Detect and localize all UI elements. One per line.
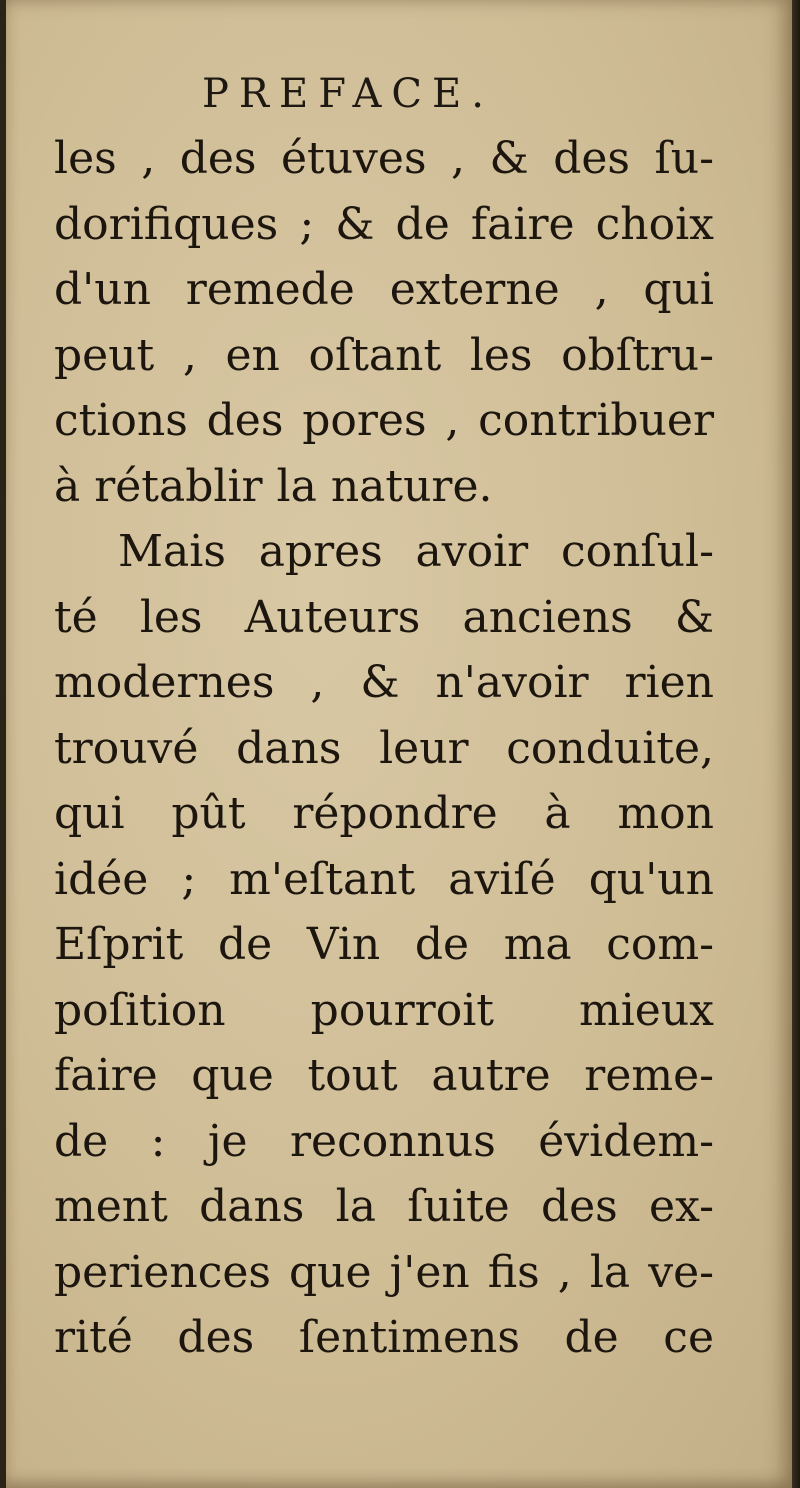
text-line: faire que tout autre reme- [54, 1050, 714, 1101]
text-line: ment dans la ſuite des ex- [54, 1181, 714, 1232]
text-line: dorifiques ; & de faire choix [54, 198, 714, 250]
text-line: trouvé dans leur conduite, [54, 722, 714, 774]
text-line: les , des étuves , & des ſu- [54, 133, 714, 184]
text-line: poſition pourroit mieux [54, 984, 714, 1036]
text-line: rité des ſentimens de ce [54, 1312, 714, 1363]
text-line: idée ; m'eſtant aviſé qu'un [54, 853, 714, 905]
text-line: qui pût répondre à mon [54, 788, 714, 839]
text-line: modernes , & n'avoir rien [54, 657, 714, 708]
paragraph-start-line: Mais apres avoir conſul- [118, 526, 714, 577]
text-line: Eſprit de Vin de ma com- [54, 919, 714, 970]
text-line: peut , en oſtant les obſtru- [54, 329, 714, 381]
book-page [6, 0, 792, 1488]
body-text [54, 126, 714, 1371]
text-line: té les Auteurs anciens & [54, 591, 714, 643]
paragraph-end-line: à rétablir la nature. [54, 460, 493, 512]
text-line: periences que j'en fis , la ve- [54, 1246, 714, 1298]
text-line: de : je reconnus évidem- [54, 1115, 714, 1167]
text-line: d'un remede externe , qui [54, 264, 714, 315]
running-head: PREFACE. [202, 71, 494, 117]
text-line: ctions des pores , contribuer [54, 395, 714, 446]
page-edge-shadow [792, 0, 800, 1488]
